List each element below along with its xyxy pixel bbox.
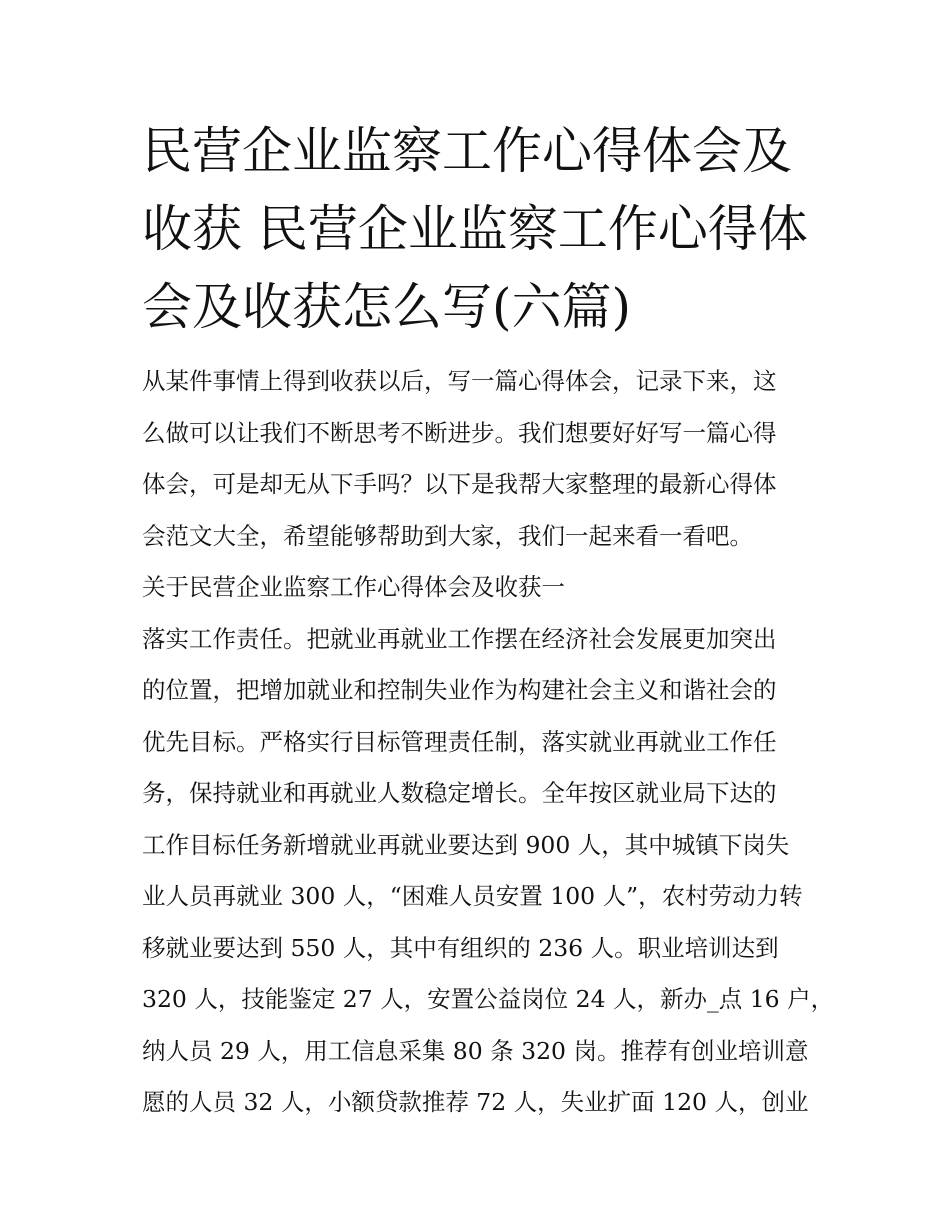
body-line: 移就业要达到 550 人，其中有组织的 236 人。职业培训达到 [142, 933, 779, 962]
body-line: 320 人，技能鉴定 27 人，安置公益岗位 24 人，新办_点 16 户， [142, 985, 835, 1013]
title-line: 民营企业监察工作心得体会及 [142, 122, 792, 180]
body-line: 愿的人员 32 人，小额贷款推荐 72 人，失业扩面 120 人，创业 [142, 1088, 809, 1116]
body-line: 纳人员 29 人，用工信息采集 80 条 320 岗。推荐有创业培训意 [142, 1036, 809, 1065]
title-line: 收获 民营企业监察工作心得体 [142, 200, 808, 258]
body-line: 业人员再就业 300 人，“困难人员安置 100 人”，农村劳动力转 [142, 882, 803, 910]
section-heading: 关于民营企业监察工作心得体会及收获一 [142, 573, 565, 601]
document-body [142, 356, 835, 1129]
body-line: 么做可以让我们不断思考不断进步。我们想要好好写一篇心得 [142, 418, 777, 447]
body-line: 会范文大全，希望能够帮助到大家，我们一起来看一看吧。 [142, 521, 753, 550]
document-title [142, 112, 822, 346]
body-line: 工作目标任务新增就业再就业要达到 900 人，其中城镇下岗失 [142, 830, 790, 859]
title-line: 会及收获怎么写(六篇) [142, 278, 632, 336]
body-line: 落实工作责任。把就业再就业工作摆在经济社会发展更加突出 [142, 624, 777, 653]
body-line: 优先目标。严格实行目标管理责任制，落实就业再就业工作任 [142, 727, 777, 756]
body-line: 从某件事情上得到收获以后，写一篇心得体会，记录下来，这 [142, 367, 777, 395]
body-line: 体会，可是却无从下手吗？以下是我帮大家整理的最新心得体 [142, 470, 777, 498]
body-line: 的位置，把增加就业和控制失业作为构建社会主义和谐社会的 [142, 676, 777, 704]
body-line: 务，保持就业和再就业人数稳定增长。全年按区就业局下达的 [142, 779, 777, 807]
